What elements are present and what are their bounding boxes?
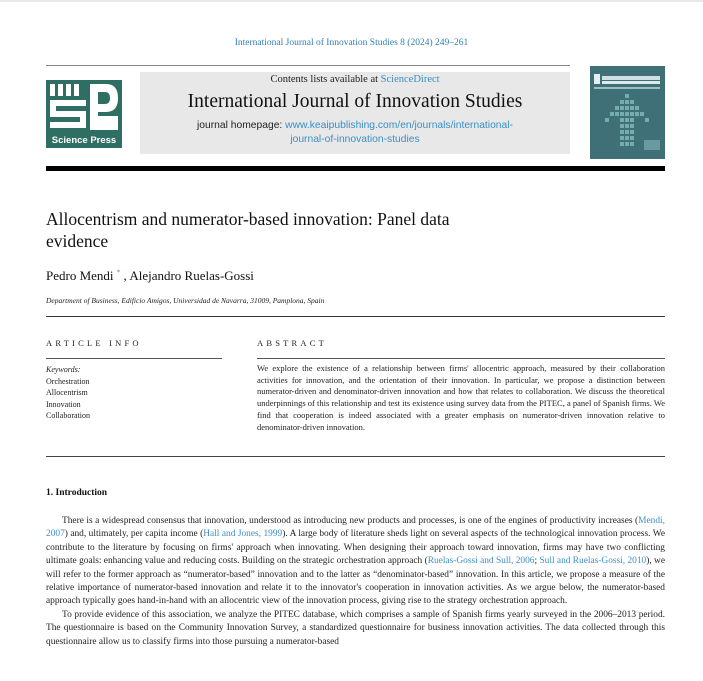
keywords-block bbox=[46, 364, 90, 422]
abstract-text: We explore the existence of a relationship between firms' allocentric approach, measured by their collaboration activities for innovation, and the orientation of their innovation. In particular, we propose a distinction between numerator-driven and denominator-driven innovation and how that relates to collaboration. We discuss the theoretical underpinnings of this relationship and test its existence using survey data from the PITEC, a panel of Spanish firms. We find that cooperation is indeed associated with a greater emphasis on numerator-driven innovation relative to denominator-driven innovation. bbox=[257, 363, 665, 432]
contents-prefix: Contents lists available at bbox=[270, 74, 381, 85]
paragraph bbox=[46, 515, 665, 609]
paragraph: To provide evidence of this association, we analyze the PITEC database, which comprises a sample of Spanish firms yearly surveyed in the 2006–2013 period. The questionnaire is based on the Community Innovation Survey, a standardized questionnaire for business innovation activities. The data collected through this questionnaire allow us to classify firms into those pursuing a numerator-based bbox=[46, 609, 665, 647]
abstract-divider bbox=[257, 358, 665, 359]
citation-link[interactable]: Sull and Ruelas-Gossi, 2010 bbox=[539, 556, 647, 567]
affiliation-divider bbox=[46, 316, 665, 317]
citation-link[interactable]: Hall and Jones, 1999 bbox=[203, 529, 283, 540]
logo-text: Science Press bbox=[51, 135, 117, 146]
paragraph-text: There is a widespread consensus that innovation, understood as introducing new products and processes, is one of the engines of productivity increases ( bbox=[62, 516, 639, 526]
journal-cover-image[interactable] bbox=[590, 66, 665, 159]
keywords-label: Keywords: bbox=[46, 365, 81, 374]
keyword: Collaboration bbox=[46, 411, 90, 420]
homepage-link-line2[interactable]: journal-of-innovation-studies bbox=[290, 134, 420, 145]
citation-link[interactable]: Mendi, 2007 bbox=[46, 516, 665, 540]
citation-link[interactable]: Ruelas-Gossi and Sull, 2006 bbox=[427, 556, 535, 567]
affiliation: Department of Business, Edificio Amigos, Universidad de Navarra, 31009, Pamplona, Spain bbox=[46, 296, 325, 305]
paragraph-text: ), we will refer to the former approach as “numerator-based” innovation and to the latter as “denominator-based” innovation. In this article, we propose a measure of the relative importance of numerator-based innovation and relate it to the innovator's cooperation in innovation activities. As we argue below, the numerator-based approach typically goes hand-in-hand with an allocentric view of the innovation process, giving rise to the strategy orchestration approach. bbox=[46, 556, 665, 607]
paragraph-text: ). A large body of literature sheds light on several aspects of the technological innovation process. We contribute to the literature by focusing on firms' approach when innovating. When designing their approach toward innovation, firms may have two conflicting ultimate goals: enhancing value and reducing costs. Building on the strategic orchestration approach ( bbox=[46, 529, 665, 567]
keyword: Innovation bbox=[46, 399, 81, 409]
sciencedirect-link[interactable]: ScienceDirect bbox=[380, 74, 440, 85]
corresponding-author-mark[interactable]: * bbox=[116, 268, 121, 277]
paragraph-text: ; bbox=[534, 556, 540, 567]
article-info-divider bbox=[46, 358, 222, 359]
journal-citation[interactable] bbox=[0, 38, 703, 48]
author-name[interactable]: Alejandro Ruelas-Gossi bbox=[129, 268, 254, 283]
contents-available bbox=[140, 74, 570, 85]
section-heading-introduction: 1. Introduction bbox=[46, 488, 108, 498]
science-press-logo bbox=[46, 80, 122, 148]
header-thick-divider bbox=[46, 166, 665, 171]
keyword: Allocentrism bbox=[46, 388, 88, 397]
author-list bbox=[46, 268, 254, 284]
abstract-heading: ABSTRACT bbox=[257, 338, 327, 348]
homepage-prefix: journal homepage: bbox=[197, 120, 286, 131]
journal-banner bbox=[140, 72, 570, 154]
paragraph-text: ) and, ultimately, per capita income ( bbox=[64, 529, 204, 540]
article-title: Allocentrism and numerator-based innovation: Panel data evidence bbox=[46, 209, 450, 251]
science-press-logo-icon bbox=[46, 80, 122, 148]
homepage-link-line1[interactable]: www.keaipublishing.com/en/journals/international- bbox=[285, 120, 513, 131]
author-name[interactable]: Pedro Mendi bbox=[46, 268, 114, 283]
introduction-body bbox=[46, 515, 665, 649]
author-separator: , bbox=[120, 268, 130, 283]
citation-link[interactable]: International Journal of Innovation Studies 8 (2024) 249–261 bbox=[234, 38, 469, 48]
journal-title: International Journal of Innovation Studies bbox=[187, 91, 523, 112]
top-rule bbox=[0, 0, 703, 2]
journal-homepage bbox=[140, 119, 570, 147]
cover-art-icon bbox=[590, 66, 665, 159]
abstract-bottom-divider bbox=[46, 456, 665, 457]
keyword: Orchestration bbox=[46, 376, 90, 386]
article-info-heading: ARTICLE INFO bbox=[46, 338, 142, 348]
header-divider bbox=[46, 65, 570, 66]
